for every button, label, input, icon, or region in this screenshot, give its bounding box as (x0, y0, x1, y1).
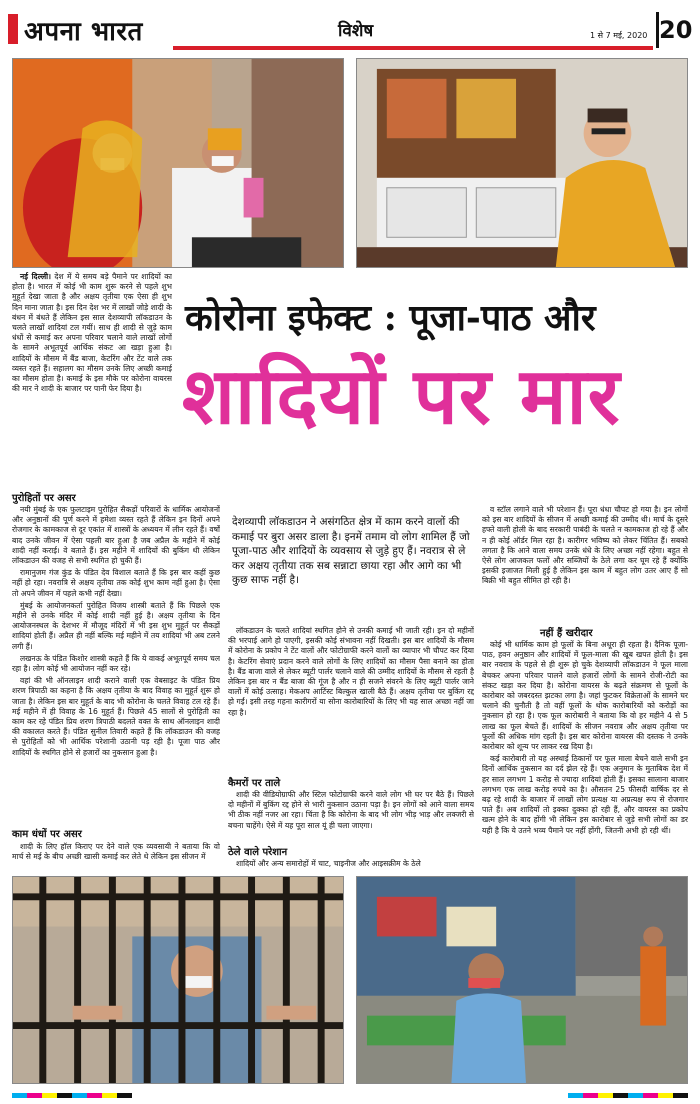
priests-paragraph: वहां की भी ऑनलाइन शादी कराने वाली एक वेबसाइट के पंडित प्रिय शरण त्रिपाठी का कहना है कि अक्षय तृतीया के बाद विवाह का मुहूर्त शुरू हो जाता है। लेकिन इस बार मुहूर्त के बाद भी कोरोना के चलते विवाह टल रहे हैं। मई महीने में ही विवाह के 16 मुहूर्त हैं। पिछले 45 सालों से पुरोहिती का काम कर रहे पंडित प्रिय शरण त्रिपाठी बदलते वक्त के साथ ऑनलाइन शादी की वकालत करते हैं। पंडित सुनील तिवारी कहते हैं कि लॉकडाउन की वजह से पुरोहितों को भी आर्थिक परेशानी उठानी पड़ रही है। पूजा पाठ और शादियों के स्थगित होने से हजारों का नुकसान हुआ है। (12, 676, 220, 757)
intro-text: देश में ये समय बड़े पैमाने पर शादियों का होता है। भारत में कोई भी काम शुरू करने से पहले शुभ मुहूर्त देखा जाता है और अक्षय तृतीया एक ऐसा ही शुभ दिन माना जाता है। इस दिन देश भर में लाखों जोड़े शादी के बंधन में बंधते हैं लेकिन इस साल देशव्यापी लॉकडाउन के चलते लाखों शादियां टल गयीं। साथ ही शादी से जुड़े काम धंधों से कमाई कर अपना परिवार चलाने वाले लाखों लोगों के सामने अभूतपूर्व आर्थिक संकट आ खड़ा हुआ है। शादियों के मौसम में बैंड बाजा, केटरिंग और टेंट वाले तक व्यस्त रहते हैं। सहालग का मौसम उनके लिए अच्छी कमाई का मौसम होता है। कमाई के इस मौके पर कोरोना वायरस की मार ने शादी के बाजार पर पानी फेर दिया है। (12, 272, 172, 394)
priests-paragraph: लखनऊ के पंडित किशोर शास्त्री कहते हैं कि ये वाकई अभूतपूर्व समय चल रहा है। लोग कोई भी आयोजन नहीं कर रहे। (12, 653, 220, 674)
page-number: 20 (656, 12, 692, 48)
no-buyers-column (482, 640, 688, 872)
wedding-couple-photo (12, 58, 344, 268)
subhead-business: काम धंधों पर असर (12, 829, 82, 840)
issue-date: 1 से 7 मई, 2020 (590, 31, 648, 40)
right-column (482, 505, 688, 617)
business-column (12, 842, 220, 872)
cameramen-paragraph: शादी की वीडियोग्राफी और स्टिल फोटोग्राफी करने वाले लोग भी घर पर बैठे हैं। पिछले दो महीनों में बुकिंग रद्द होने से भारी नुकसान उठाना पड़ा है। इन लोगों को आने वाला समय भी ठीक नहीं नजर आ रहा। चिंता है कि कोरोना के बाद भी लोग भीड़ भाड़ और लक्जरी से बचना चाहेंगे। ऐसे में यह पूरा साल यूं ही चला जाएगा। (228, 790, 474, 830)
headline-line-2: शादियों पर मार (182, 351, 621, 442)
priests-column (12, 505, 220, 823)
masthead (8, 8, 692, 52)
subhead-priests: पुरोहितों पर असर (12, 493, 76, 504)
subhead-no-buyers: नहीं हैं खरीदार (540, 628, 593, 639)
middle-paragraph: लॉकडाउन के चलते शादियां स्थगित होने से उनकी कमाई भी जाती रही। इन दो महीनों की भरपाई आगे हो पाएगी, इसकी कोई संभावना नहीं दिखती। इस बार शादियों के मौसम में कोरोना के प्रकोप ने टेंट वालों और फोटोग्राफी करने वालों का व्यापार भी चौपट कर दिया है। केटरिंग सेवाएं प्रदान करने वाले लोगों के लिए शादियों का मौसम पैसा बनाने का होता है। बैंड बाजा वाले से लेकर ब्यूटी पार्लर चलाने वाले की उम्मीद शादियों के मौसम से रहती है लेकिन इस बार न बैंड बाजा की गूंज है और न ही सजने संवरने के लिए ब्यूटी पार्लर जाने वालों में कोई उत्साह। मेकअप आर्टिस्ट बिल्कुल खाली बैठे हैं। अक्षय तृतीया पर बुकिंग रद्द हो गईं। इसी तरह गहना कारीगरों या सोना कारोबारियों के लिए भी यह साल अच्छा नहीं जा रहा है। (228, 626, 474, 717)
masthead-rule (173, 46, 653, 50)
priests-paragraph: नयी मुंबई के एक फुलटाइम पुरोहित सैकड़ों परिवारों के धार्मिक आयोजनों और अनुष्ठानों की पूर्ण करने में हमेशा व्यस्त रहते हैं लेकिन इन दिनों अपने रोजगार के कामकाज से दूर एकांत में शास्त्रों के अध्ययन में लीन रहते हैं। वर्षों बाद उनके जीवन में ऐसा पहली बार हुआ है जब अप्रैल के महीने में कोई शादी नहीं कराई। वे बताते हैं। इस महीने में शादियों की बुकिंग थी लेकिन लॉकडाउन की वजह से सभी स्थगित हो चुकी हैं। (12, 505, 220, 566)
vendors-paragraph: शादियों और अन्य समारोहों में चाट, चाइनीज और आइसक्रीम के ठेले (236, 859, 421, 868)
no-buyers-paragraph: कई कारोबारी तो यह अस्थाई ठिकानों पर फूल माला बेचने वाले सभी इन दिनों आर्थिक नुकसान का दर्द झेल रहे हैं। एक अनुमान के मुताबिक देश में हर साल लगभग 1 करोड़ से ज्यादा शादियां होती हैं। इसका सालाना बाजार लगभग एक लाख करोड़ रुपये का है। औसतन 25 फीसदी वार्षिक दर से बढ़ रहे शादी के बाजार में लाखों लोग प्रत्यक्ष या अप्रत्यक्ष रूप से रोजगार पाते हैं। अब शादियों तो इक्का दुक्का हो रही हैं, और वायरस का प्रकोप खत्म होने के बाद होंगी भी लेकिन इस कारोबार से जुड़े सभी लोगों का डर यही है कि ये उतने भव्य पैमाने पर नहीं होंगी, जितनी अभी हो रही थीं। (482, 754, 688, 835)
color-registration-strip-left (12, 1093, 132, 1098)
business-paragraph: शादी के लिए हॉल किराए पर देने वाले एक व्यवसायी ने बताया कि वो मार्च से मई के बीच अच्छी खासी कमाई कर लेते थे लेकिन इस सीजन में (12, 842, 220, 862)
priest-at-altar-photo (356, 58, 688, 268)
vendors-column (228, 859, 474, 871)
cameramen-column (228, 790, 474, 842)
priests-paragraph: रामानुजम गंज कुंड के पंडित देव विशाल बताते हैं कि इस बार कहीं कुछ नहीं हो रहा। नवरात्रि से अक्षय तृतीया तक कोई शुभ काम नहीं हुआ है। ऐसा तो अपने जीवन में पहले कभी नहीं देखा। (12, 568, 220, 598)
subhead-vendors: ठेले वाले परेशान (228, 847, 288, 858)
newspaper-title: अपना भारत (24, 17, 143, 47)
masthead-red-bar (8, 14, 18, 44)
intro-paragraph (12, 272, 172, 468)
dateline: नई दिल्ली। (20, 272, 51, 281)
subhead-cameramen: कैमरों पर ताले (228, 778, 281, 789)
headline-line-1: कोरोना इफेक्ट : पूजा-पाठ और (185, 297, 596, 339)
priests-paragraph: मुंबई के आयोजनकर्ता पुरोहित विजय शास्त्री बताते हैं कि पिछले एक महीने से उनके मंदिर में कोई शादी नहीं हुई है। अक्षय तृतीया के दिन आयोजनस्थल के देशभर में मौजूद मंदिरों में भी इस शुभ मुहूर्त पर सैकड़ों शादियां होती हैं। अप्रैल ही नहीं बल्कि मई महीने में तय शादियां भी अब टलने लगी हैं। (12, 600, 220, 651)
right-paragraph: व स्टॉल लगाने वाले भी परेशान हैं। पूरा धंधा चौपट हो गया है। इन लोगों को इस बार शादियों के सीजन में अच्छी कमाई की उम्मीद थी। मार्च के दूसरे हफ्ते वाली होली के बाद सरकारी पाबंदी के चलते न कामकाज हो रहे हैं और न ही कोई ऑर्डर मिल रहा है। कारीगर भविष्य को लेकर चिंतित हैं। सबको लगता है कि आने वाला समय उनके धंधे के लिए अच्छा नहीं रहेगा। बहुत से ऐसे लोग आजकल फलों और सब्जियों के ठेले लगा कर घूम रहे हैं क्योंकि इसकी इजाजत मिली हुई है लेकिन इस काम में बहुत लोग उतर आए हैं सो बिक्री भी बहुत सीमित हो रही है। (482, 505, 688, 586)
color-registration-strip-right (568, 1093, 688, 1098)
middle-column (228, 626, 474, 766)
idle-vendor-photo (356, 876, 688, 1084)
man-behind-bars-photo (12, 876, 344, 1084)
pull-quote: देशव्यापी लॉकडाउन ने असंगठित क्षेत्र में काम करने वालों की कमाई पर बुरा असर डाला है। इनमें तमाम वो लोग शामिल हैं जो पूजा-पाठ और शादियों के व्यवसाय से जुड़े हुए हैं। नवरात्र से ले कर अक्षय तृतीया तक सब सन्नाटा छाया रहा और आगे का भी कुछ साफ नहीं है। (232, 516, 470, 586)
section-label: विशेष (338, 21, 374, 41)
no-buyers-paragraph: कोई भी धार्मिक काम हो फूलों के बिना अधूरा ही रहता है। दैनिक पूजा-पाठ, हवन अनुष्ठान और शादियों में फूल-माला की खूब खपत होती है। इस बार नवरात्र के पहले से ही शुरू हो चुके देशव्यापी लॉकडाउन ने फूल माला बेचकर अपना परिवार पालने वाले हजारों लोगों के सामने रोजी-रोटी का संकट खड़ा कर दिया है। कोरोना वायरस के बढ़ते संक्रमण से फूलों के कारोबार को जबरदस्त झटका लगा है। जहां फुटकर विक्रेताओं के सामने घर चलाने की चुनौती है तो वहीं फूलों के थोक कारोबारियों को करोड़ों का नुकसान हो रहा है। एक फूल कारोबारी ने बताया कि वो हर महीने 4 से 5 लाख का फूल बेचते हैं। शादियों के सीजन नवरात्र और अक्षय तृतीया पर फूलों की अधिक मांग रहती है। इस बार कोरोना वायरस की दस्तक ने उनके कारोबार को शून्य पर लाकर रख दिया है। (482, 640, 688, 752)
